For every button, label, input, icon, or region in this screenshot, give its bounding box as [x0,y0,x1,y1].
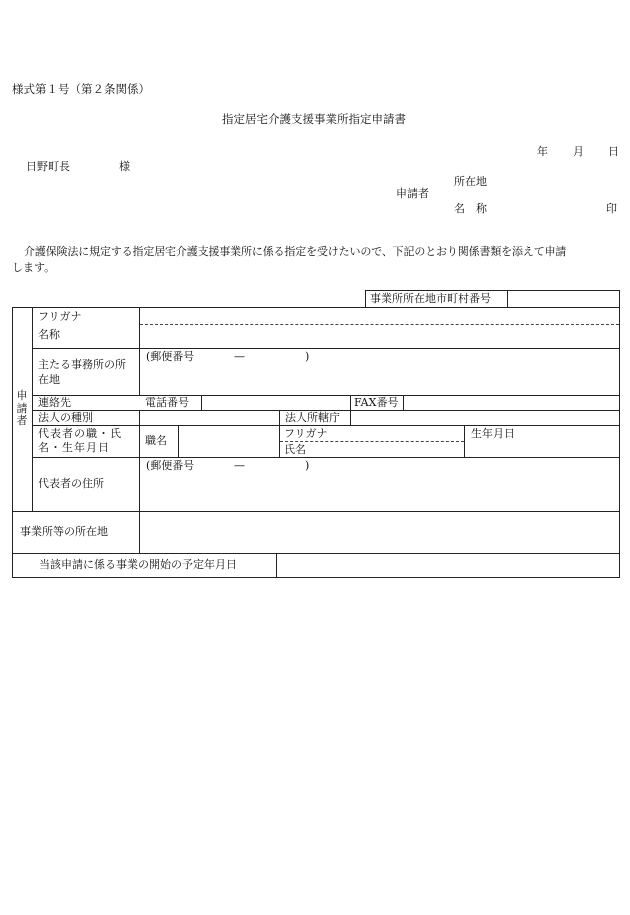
corp-type-field[interactable] [141,411,277,424]
phone-label: 電話番号 [145,396,189,409]
rep-name-label: 氏名 [284,443,306,456]
rep-postal-suffix: ) [305,459,310,472]
corp-type-label: 法人の種別 [38,411,93,424]
name-field[interactable] [142,326,616,346]
office-location-field[interactable] [142,513,616,551]
date-month-label: 月 [573,145,584,158]
furigana-label: フリガナ [38,310,82,323]
corp-authority-field[interactable] [352,411,617,424]
rep-furigana-label: フリガナ [284,427,328,440]
date-day-label: 日 [608,145,619,158]
job-title-field[interactable] [180,427,277,455]
start-date-field[interactable] [278,555,617,575]
office-location-label: 事業所等の所在地 [20,525,108,538]
birthdate-label: 生年月日 [471,427,515,440]
birthdate-field[interactable] [466,440,617,455]
rep-name-field[interactable] [342,442,462,455]
contact-label: 連絡先 [38,396,71,409]
addressee-name: 日野町長 [26,160,70,173]
municipality-code-label: 事業所所在地市町村番号 [370,292,491,305]
rep-address-field[interactable] [142,474,616,508]
furigana-field[interactable] [142,309,616,323]
body-text-line2: します。 [12,261,56,274]
application-table [12,290,620,578]
rep-postal-prefix: (郵便番号 [146,459,195,472]
addressee-honorific: 様 [119,160,130,173]
main-office-postal-dash: — [234,350,245,363]
main-office-postal-prefix: (郵便番号 [146,350,195,363]
fax-field[interactable] [405,396,617,409]
form-title: 指定居宅介護支援事業所指定申請書 [222,112,406,126]
rep-postal-dash: — [234,459,245,472]
job-title-label: 職名 [145,434,167,447]
rep-label-line1: 代表者の職・氏 [38,427,122,440]
applicant-side-label: 申請者 [16,389,28,428]
rep-label-line2: 名・生年月日 [38,441,110,454]
body-text-line1: 介護保険法に規定する指定居宅介護支援事業所に係る指定を受けたいので、下記のとおり関係書類を添えて申請 [24,245,567,258]
start-date-label: 当該申請に係る事業の開始の予定年月日 [39,558,237,571]
fax-label: FAX番号 [354,396,399,409]
applicant-name-label: 名 称 [454,202,487,215]
main-office-address-field[interactable] [142,365,616,393]
rep-address-label: 代表者の住所 [38,477,104,490]
main-office-label-line2: 在地 [38,373,60,386]
seal-mark: 印 [606,202,617,215]
main-office-label-line1: 主たる事務所の所 [38,358,126,371]
applicant-address-label: 所在地 [454,175,487,188]
municipality-code-field[interactable] [509,291,617,306]
main-office-postal-suffix: ) [305,350,310,363]
form-number: 様式第１号（第２条関係） [12,82,150,96]
corp-authority-label: 法人所轄庁 [285,411,340,424]
date-year-label: 年 [537,145,548,158]
phone-field[interactable] [203,396,347,409]
name-label: 名称 [38,328,60,341]
applicant-label: 申請者 [396,187,429,200]
